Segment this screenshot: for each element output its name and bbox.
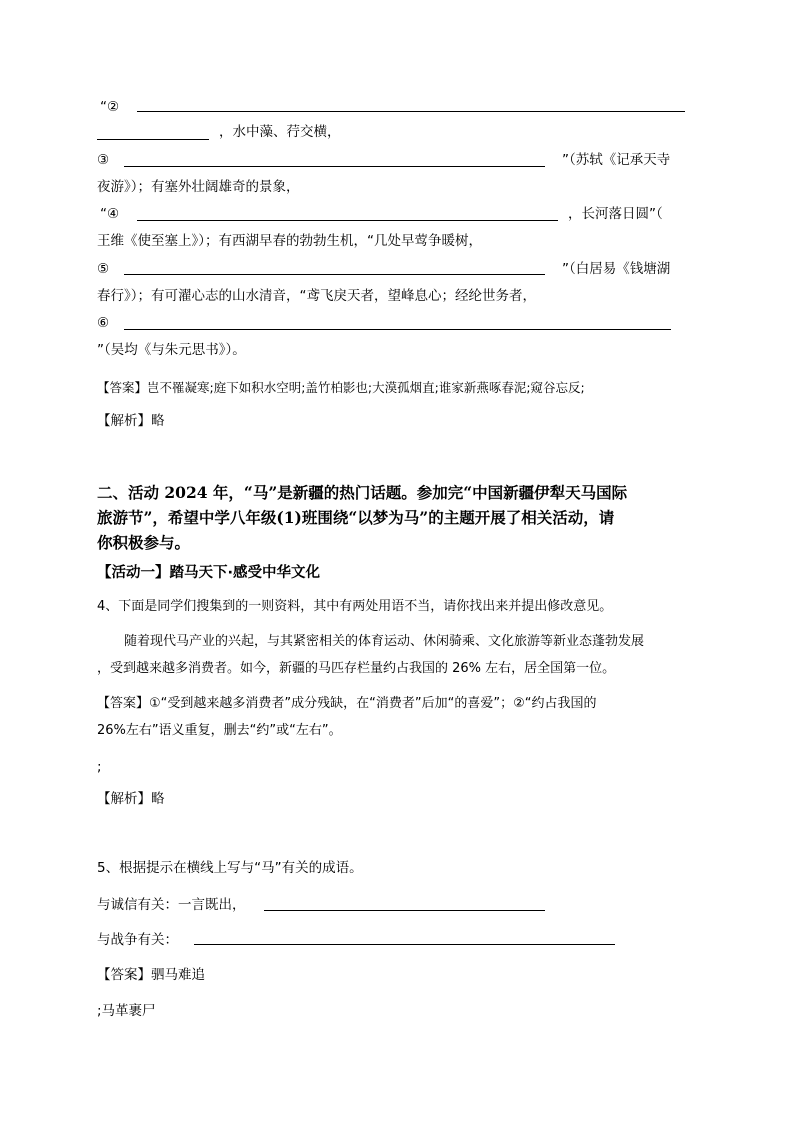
- q3-line5-text: ，长河落日圆”（: [568, 206, 663, 222]
- section2-heading-line1: 二、活动 2024 年，“马”是新疆的热门话题。参加完“中国新疆伊犁天马国际: [97, 483, 628, 502]
- q4-passage-line1: 随着现代马产业的兴起，与其紧密相关的体育运动、休闲骑乘、文化旅游等新业态蓬勃发展: [124, 634, 645, 649]
- q3-analysis: 【解析】略: [97, 413, 165, 429]
- q4-prompt: 4、下面是同学们搜集到的一则资料，其中有两处用语不当，请你找出来并提出修改意见。: [97, 599, 613, 614]
- q5-item1-blank: [264, 910, 545, 911]
- q3-line4-text: 夜游》）；有塞外壮阔雄奇的景象，: [97, 179, 300, 195]
- blank-6-line: [124, 329, 671, 330]
- q4-answer-line1: 【答案】①“受到越来越多消费者”成分残缺，在“消费者”后加“的喜爱”；②“约占我国的: [97, 696, 597, 711]
- q3-line2-text: ，水中藻、荇交横，: [219, 124, 341, 140]
- q3-line1-prefix: “②: [100, 99, 120, 115]
- q3-line7-source: ”（白居易《钱塘湖: [562, 261, 671, 277]
- blank-2-line-cont: [97, 139, 209, 140]
- q5-prompt: 5、根据提示在横线上写与“马”有关的成语。: [97, 860, 363, 876]
- section2-heading-line2: 旅游节”，希望中学八年级(1)班围绕“以梦为马”的主题开展了相关活动，请: [97, 508, 615, 527]
- q4-semicolon: ;: [97, 759, 102, 775]
- q4-answer-line2: 26%左右”语义重复，删去“约”或“左右”。: [97, 723, 342, 738]
- q4-passage-line2: ，受到越来越多消费者。如今，新疆的马匹存栏量约占我国的 26% 左右，居全国第一位。: [97, 661, 616, 676]
- q3-line7-num: ⑤: [97, 261, 110, 277]
- q3-line10-text: ”（吴均《与朱元思书》）。: [97, 342, 246, 358]
- q5-item2-label: 与战争有关：: [97, 932, 178, 948]
- activity1-title: 【活动一】踏马天下·感受中华文化: [97, 565, 321, 581]
- q3-line3-source: ”（苏轼《记承天寺: [562, 152, 671, 168]
- q3-line9-num: ⑥: [97, 315, 110, 331]
- q5-item2-blank: [194, 944, 615, 945]
- blank-5-line: [124, 274, 545, 275]
- q5-item1-label: 与诚信有关：一言既出，: [97, 897, 246, 913]
- q3-line6-text: 王维《使至塞上》）；有西湖早春的勃勃生机，“几处早莺争暖树，: [97, 233, 482, 249]
- q4-analysis: 【解析】略: [97, 791, 165, 807]
- blank-4-line: [137, 220, 558, 221]
- q5-answer-line2: ;马革裹尸: [97, 1003, 156, 1019]
- q5-answer-line1: 【答案】驷马难追: [97, 967, 205, 983]
- section2-heading-line3: 你积极参与。: [97, 533, 191, 552]
- blank-2-line: [137, 111, 685, 112]
- q3-line8-text: 春行》）；有可濯心志的山水清音，“鸢飞戾天者，望峰息心；经纶世务者，: [97, 288, 536, 304]
- q3-line5-prefix: “④: [100, 206, 120, 222]
- blank-3-line: [124, 166, 545, 167]
- q3-line3-num: ③: [97, 152, 110, 168]
- q3-answer: 【答案】岂不罹凝寒;庭下如积水空明;盖竹柏影也;大漠孤烟直;谁家新燕啄春泥;窥谷忘反;: [97, 380, 585, 395]
